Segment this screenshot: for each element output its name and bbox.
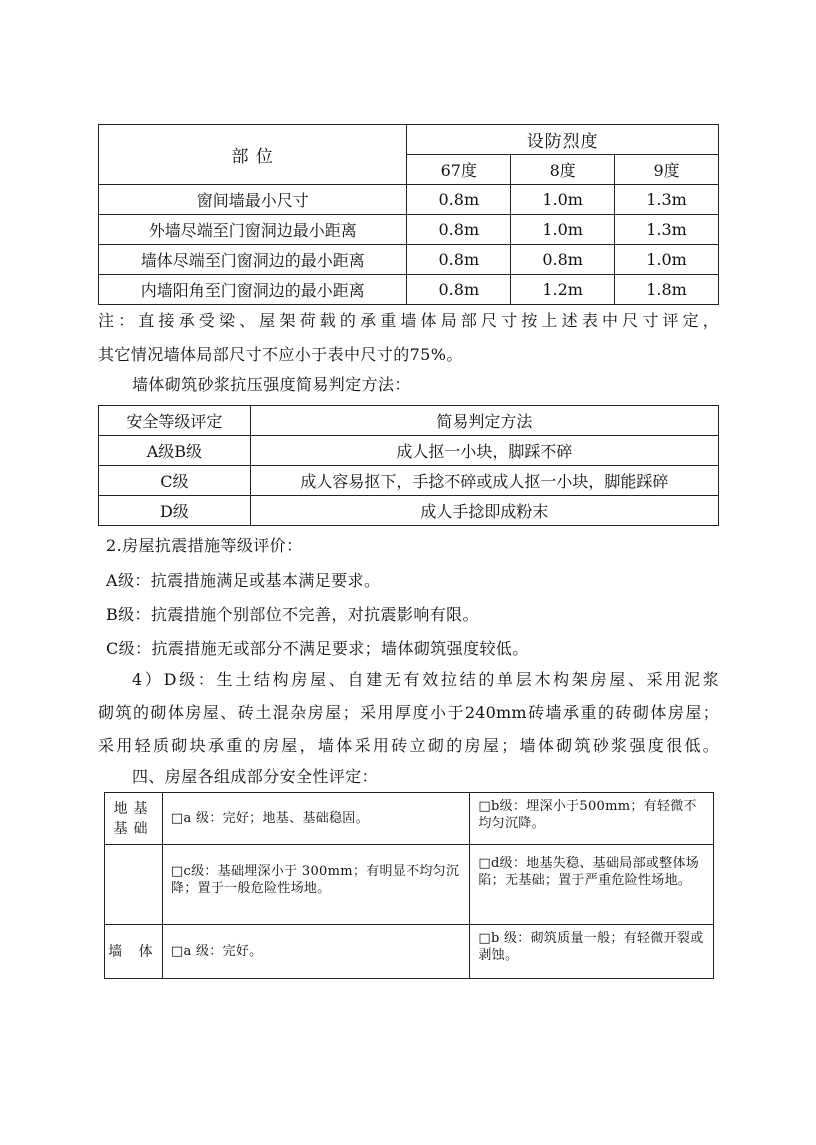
row-label: 窗间墙最小尺寸 — [99, 185, 407, 215]
section4-title: 四、房屋各组成部分安全性评定： — [132, 767, 379, 786]
grade-b-text: B级：抗震措施个别部位不完善，对抗震影响有限。 — [106, 605, 479, 624]
cell-value: 1.8m — [615, 275, 719, 305]
empty-label-cell — [105, 845, 163, 925]
table-row — [105, 925, 714, 979]
table-row — [99, 185, 719, 215]
grade-d-line1: 4）D级：生土结构房屋、自建无有效拉结的单层木构架房屋、采用泥浆 — [132, 670, 719, 689]
table-row — [105, 845, 714, 925]
cell-value: 1.0m — [511, 215, 615, 245]
table-row — [99, 466, 719, 496]
wall-size-table — [98, 124, 719, 305]
wall-grade-b: □b 级：砌筑质量一般；有轻微开裂或剥蚀。 — [470, 925, 714, 979]
degree-header: 67度 — [407, 155, 511, 185]
header-intensity: 设防烈度 — [407, 125, 719, 155]
cell-value: 0.8m — [407, 185, 511, 215]
foundation-grade-b: □b级：埋深小于500mm；有轻微不均匀沉降。 — [470, 793, 714, 845]
table-row — [99, 436, 719, 466]
cell-value: 1.3m — [615, 185, 719, 215]
method-cell: 成人抠一小块，脚踩不碎 — [250, 436, 718, 466]
mortar-heading: 墙体砌筑砂浆抗压强度简易判定方法： — [132, 375, 411, 394]
foundation-grade-d: □d级：地基失稳、基础局部或整体场陷；无基础；置于严重危险性场地。 — [470, 845, 714, 925]
row-label: 墙体尽端至门窗洞边的最小距离 — [99, 245, 407, 275]
table-row — [99, 275, 719, 305]
cell-value: 1.0m — [615, 245, 719, 275]
grade-d-line3: 采用轻质砌块承重的房屋，墙体采用砖立砌的房屋；墙体砌筑砂浆强度很低。 — [98, 736, 719, 755]
cell-value: 1.3m — [615, 215, 719, 245]
note-text-line2: 其它情况墙体局部尺寸不应小于表中尺寸的75%。 — [98, 345, 463, 364]
table-row — [105, 793, 714, 845]
row-label: 外墙尽端至门窗洞边最小距离 — [99, 215, 407, 245]
table-row — [99, 215, 719, 245]
grade-c-text: C级：抗震措施无或部分不满足要求；墙体砌筑强度较低。 — [106, 639, 529, 658]
note-text-line1: 注：直接承受梁、屋架荷载的承重墙体局部尺寸按上述表中尺寸评定， — [98, 311, 719, 330]
wall-label: 墙 体 — [105, 925, 163, 979]
grade-d-line2: 砌筑的砌体房屋、砖土混杂房屋；采用厚度小于240mm砖墙承重的砖砌体房屋； — [98, 703, 719, 722]
cell-value: 0.8m — [407, 215, 511, 245]
cell-value: 0.8m — [407, 275, 511, 305]
grade-a-text: A级：抗震措施满足或基本满足要求。 — [106, 571, 381, 590]
degree-header: 9度 — [615, 155, 719, 185]
grade-cell: D级 — [99, 496, 251, 526]
header-part: 部 位 — [99, 125, 407, 185]
section2-title: 2.房屋抗震措施等级评价： — [106, 536, 303, 555]
grade-cell: A级B级 — [99, 436, 251, 466]
header-method: 简易判定方法 — [250, 406, 718, 436]
foundation-label: 地基基础 — [105, 793, 163, 845]
foundation-grade-a: □a 级：完好；地基、基础稳固。 — [162, 793, 469, 845]
component-safety-table — [104, 792, 714, 979]
cell-value: 1.2m — [511, 275, 615, 305]
header-grade: 安全等级评定 — [99, 406, 251, 436]
method-cell: 成人手捻即成粉末 — [250, 496, 718, 526]
cell-value: 0.8m — [407, 245, 511, 275]
wall-grade-a: □a 级：完好。 — [162, 925, 469, 979]
table-row — [99, 496, 719, 526]
cell-value: 1.0m — [511, 185, 615, 215]
mortar-strength-table — [98, 405, 719, 526]
cell-value: 0.8m — [511, 245, 615, 275]
row-label: 内墙阳角至门窗洞边的最小距离 — [99, 275, 407, 305]
degree-header: 8度 — [511, 155, 615, 185]
grade-cell: C级 — [99, 466, 251, 496]
foundation-grade-c: □c级：基础埋深小于 300mm；有明显不均匀沉降；置于一般危险性场地。 — [162, 845, 469, 925]
method-cell: 成人容易抠下，手捻不碎或成人抠一小块，脚能踩碎 — [250, 466, 718, 496]
table-row — [99, 245, 719, 275]
